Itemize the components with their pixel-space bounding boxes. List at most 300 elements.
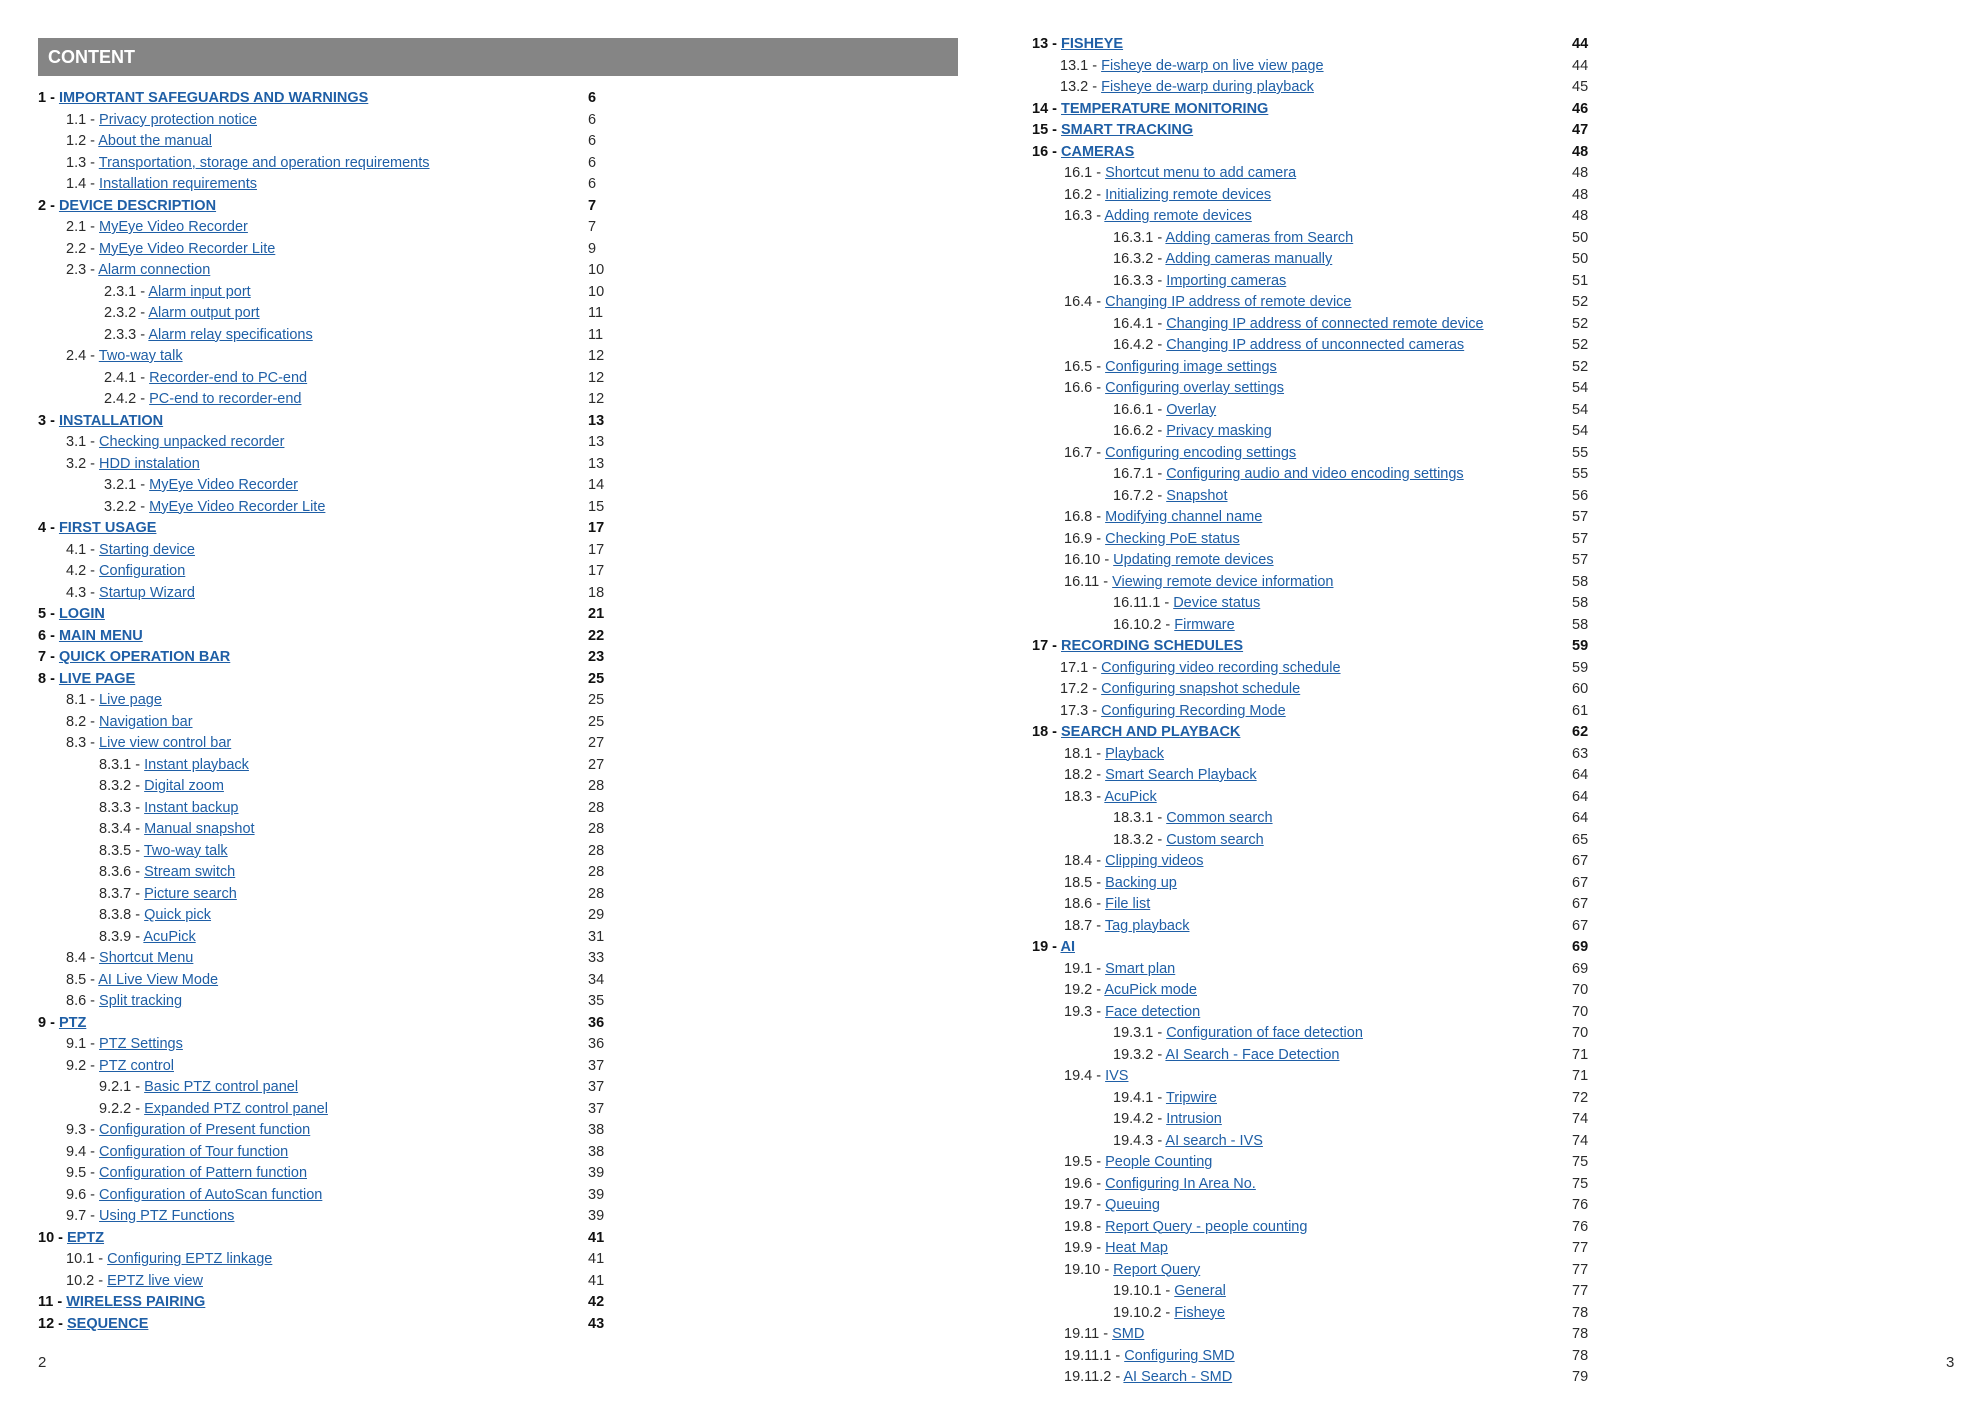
toc-entry-link[interactable]: Smart plan bbox=[1105, 960, 1176, 977]
toc-entry-link[interactable]: Viewing remote device information bbox=[1112, 573, 1334, 590]
toc-entry-number: 19.4.2 - bbox=[1113, 1111, 1167, 1127]
toc-entry-lead bbox=[1032, 703, 1286, 719]
toc-entry-link[interactable]: AI Search - SMD bbox=[1123, 1369, 1233, 1385]
toc-entry-link[interactable]: AI Live View Mode bbox=[98, 971, 219, 988]
toc-entry-link[interactable]: Overlay bbox=[1166, 401, 1217, 418]
toc-entry-link[interactable]: AcuPick bbox=[1104, 788, 1157, 805]
toc-entry bbox=[38, 260, 605, 282]
toc-entry-link[interactable]: WIRELESS PAIRING bbox=[66, 1294, 206, 1310]
toc-entry-number: 18.7 - bbox=[1064, 917, 1105, 934]
toc-entry-link[interactable]: PTZ Settings bbox=[99, 1036, 183, 1052]
toc-entry-number: 3.2.2 - bbox=[104, 498, 150, 515]
toc-entry-link[interactable]: TEMPERATURE MONITORING bbox=[1061, 100, 1269, 117]
toc-entry-link[interactable]: SMD bbox=[1112, 1326, 1145, 1342]
toc-entry-link[interactable]: About the manual bbox=[98, 133, 212, 149]
toc-entry bbox=[1032, 249, 1589, 271]
toc-entry bbox=[38, 798, 605, 820]
toc-entry-number: 15 - bbox=[1032, 122, 1062, 138]
toc-entry-lead bbox=[1032, 380, 1284, 396]
toc-entry-link[interactable]: Alarm relay specifications bbox=[148, 326, 313, 343]
toc-entry-lead bbox=[1032, 359, 1277, 375]
toc-entry-page: 78 bbox=[1572, 1326, 1589, 1342]
toc-entry-page: 13 bbox=[588, 412, 605, 429]
toc-entry-link[interactable]: Snapshot bbox=[1166, 487, 1228, 504]
toc-entry-lead bbox=[1032, 1197, 1160, 1213]
toc-entry-link[interactable]: Split tracking bbox=[99, 993, 183, 1009]
toc-entry-link[interactable]: Configuring snapshot schedule bbox=[1101, 681, 1301, 697]
toc-entry-link[interactable]: AcuPick bbox=[143, 928, 196, 945]
toc-entry-link[interactable]: Common search bbox=[1166, 810, 1273, 826]
toc-entry-link[interactable]: Smart Search Playback bbox=[1105, 767, 1257, 783]
toc-entry-link[interactable]: Recorder-end to PC-end bbox=[149, 369, 308, 386]
toc-entry-page: 59 bbox=[1572, 659, 1589, 676]
toc-entry-number: 8.3.3 - bbox=[99, 799, 145, 816]
toc-entry-link[interactable]: Heat Map bbox=[1105, 1240, 1168, 1256]
toc-entry-link[interactable]: Alarm connection bbox=[98, 262, 211, 278]
toc-entry-link[interactable]: Configuration of Tour function bbox=[99, 1143, 289, 1160]
toc-entry-number: 16.6 - bbox=[1064, 380, 1106, 396]
toc-entry-link[interactable]: Configuration bbox=[99, 563, 186, 579]
toc-entry-link[interactable]: Privacy masking bbox=[1166, 423, 1272, 439]
toc-entry bbox=[1032, 486, 1589, 508]
toc-entry-link[interactable]: Using PTZ Functions bbox=[99, 1208, 235, 1224]
toc-entry-page: 17 bbox=[588, 520, 605, 536]
toc-entry-number: 13 - bbox=[1032, 36, 1062, 52]
toc-entry-link[interactable]: Configuring encoding settings bbox=[1105, 444, 1297, 461]
toc-entry-link[interactable]: PTZ control bbox=[99, 1057, 174, 1074]
toc-entry-number: 16.11.1 - bbox=[1113, 595, 1174, 611]
toc-entry-link[interactable]: Intrusion bbox=[1166, 1111, 1222, 1127]
toc-entry-link[interactable]: Configuration of Present function bbox=[99, 1122, 311, 1138]
toc-entry-lead bbox=[1032, 1133, 1263, 1149]
toc-entry-page: 67 bbox=[1572, 896, 1589, 912]
toc-entry-link[interactable]: Privacy protection notice bbox=[99, 111, 258, 128]
toc-entry-lead bbox=[38, 1036, 183, 1052]
toc-entry-link[interactable]: Face detection bbox=[1105, 1003, 1201, 1020]
toc-entry bbox=[38, 1099, 605, 1121]
toc-entry-link[interactable]: Backing up bbox=[1105, 874, 1177, 891]
toc-entry-lead bbox=[1032, 1305, 1225, 1321]
toc-entry-number: 16.7.2 - bbox=[1113, 487, 1167, 504]
toc-entry-page: 60 bbox=[1572, 681, 1589, 697]
toc-entry-link[interactable]: Instant playback bbox=[144, 756, 249, 773]
right-page bbox=[992, 0, 1985, 1404]
toc-entry-number: 19.3.1 - bbox=[1113, 1025, 1167, 1041]
toc-entry-link[interactable]: Live view control bar bbox=[99, 735, 232, 751]
toc-entry-link[interactable]: INSTALLATION bbox=[58, 412, 164, 429]
toc-entry-page: 34 bbox=[588, 971, 605, 988]
toc-entry bbox=[38, 217, 597, 239]
toc-entry-page: 31 bbox=[588, 928, 605, 945]
content-heading: CONTENT bbox=[38, 38, 958, 76]
toc-right-column bbox=[1032, 34, 1589, 1389]
toc-entry-link[interactable]: QUICK OPERATION BAR bbox=[58, 649, 231, 665]
toc-entry-link[interactable]: AI bbox=[1060, 939, 1075, 955]
toc-entry bbox=[1032, 99, 1589, 121]
toc-entry-page: 61 bbox=[1572, 702, 1589, 719]
toc-entry bbox=[1032, 443, 1589, 465]
toc-entry-number: 18.5 - bbox=[1064, 874, 1106, 891]
toc-entry-number: 12 - bbox=[38, 1315, 68, 1332]
toc-entry-number: 2.4 - bbox=[66, 348, 99, 364]
toc-entry-number: 19.11 - bbox=[1064, 1326, 1113, 1342]
toc-entry-page: 23 bbox=[588, 649, 605, 665]
toc-entry-page: 50 bbox=[1572, 251, 1589, 267]
toc-entry bbox=[38, 88, 597, 110]
toc-entry-lead bbox=[1032, 208, 1252, 224]
toc-entry-link[interactable]: FISHEYE bbox=[1061, 36, 1124, 52]
toc-entry-link[interactable]: Digital zoom bbox=[144, 778, 224, 794]
toc-entry-link[interactable]: Adding cameras manually bbox=[1165, 251, 1333, 267]
toc-entry-link[interactable]: Configuration of face detection bbox=[1166, 1025, 1363, 1041]
toc-entry-link[interactable]: Playback bbox=[1105, 745, 1164, 762]
toc-entry-link[interactable]: EPTZ live view bbox=[107, 1272, 203, 1289]
toc-entry-lead bbox=[38, 1251, 272, 1267]
toc-entry-page: 62 bbox=[1572, 724, 1589, 740]
toc-entry-lead bbox=[1032, 165, 1296, 181]
toc-entry-lead bbox=[38, 133, 212, 149]
toc-entry bbox=[38, 927, 605, 949]
toc-entry-link[interactable]: Transportation, storage and operation requirements bbox=[98, 154, 430, 171]
toc-entry bbox=[1032, 464, 1589, 486]
toc-entry-page: 51 bbox=[1572, 272, 1589, 289]
toc-entry-link[interactable]: MyEye Video Recorder Lite bbox=[99, 240, 276, 257]
toc-entry-link[interactable]: CAMERAS bbox=[1061, 143, 1135, 160]
toc-entry bbox=[38, 991, 605, 1013]
toc-entry-number: 2.3.1 - bbox=[104, 283, 149, 300]
toc-entry-page: 55 bbox=[1572, 444, 1589, 461]
toc-entry bbox=[1032, 421, 1589, 443]
toc-entry-lead bbox=[38, 542, 195, 558]
toc-entry bbox=[1032, 271, 1589, 293]
toc-entry bbox=[1032, 1195, 1589, 1217]
toc-entry-number: 8.5 - bbox=[66, 971, 99, 988]
toc-entry-link[interactable]: SEQUENCE bbox=[67, 1315, 149, 1332]
toc-entry-link[interactable]: Configuring video recording schedule bbox=[1101, 659, 1341, 676]
toc-entry-page: 13 bbox=[588, 455, 605, 472]
toc-entry-number: 8.3 - bbox=[66, 735, 100, 751]
toc-entry-link[interactable]: Checking PoE status bbox=[1105, 530, 1240, 547]
toc-entry-link[interactable]: PTZ bbox=[58, 1014, 87, 1031]
toc-entry bbox=[1032, 1066, 1589, 1088]
toc-entry-lead bbox=[1032, 1369, 1232, 1385]
toc-entry-number: 1.2 - bbox=[66, 133, 99, 149]
toc-entry-link[interactable]: Picture search bbox=[144, 885, 237, 902]
toc-entry bbox=[1032, 765, 1589, 787]
toc-entry-link[interactable]: AI Search - Face Detection bbox=[1165, 1046, 1340, 1063]
toc-entry-link[interactable]: DEVICE DESCRIPTION bbox=[58, 197, 217, 214]
toc-entry-number: 8.3.9 - bbox=[99, 928, 144, 945]
toc-entry-number: 9.2.1 - bbox=[99, 1079, 145, 1095]
toc-entry-lead bbox=[38, 929, 196, 945]
toc-entry-link[interactable]: Installation requirements bbox=[99, 176, 258, 192]
toc-entry bbox=[38, 475, 605, 497]
toc-entry-page: 6 bbox=[588, 90, 597, 106]
toc-entry-link[interactable]: MAIN MENU bbox=[58, 627, 143, 644]
toc-entry-link[interactable]: EPTZ bbox=[67, 1229, 105, 1246]
toc-entry-number: 2.3 - bbox=[66, 262, 99, 278]
toc-entry-page: 10 bbox=[588, 262, 605, 278]
toc-entry-number: 19.10.2 - bbox=[1113, 1304, 1175, 1321]
toc-entry-lead bbox=[38, 1230, 104, 1246]
toc-entry-lead bbox=[1032, 187, 1271, 203]
toc-entry bbox=[38, 647, 605, 669]
toc-entry-lead bbox=[1032, 466, 1464, 482]
toc-entry-link[interactable]: Navigation bar bbox=[99, 713, 193, 730]
toc-entry-page: 59 bbox=[1572, 638, 1589, 654]
toc-entry-link[interactable]: Changing IP address of remote device bbox=[1105, 294, 1352, 310]
toc-entry-number: 16.6.2 - bbox=[1113, 423, 1167, 439]
toc-entry-page: 38 bbox=[588, 1122, 605, 1138]
toc-entry-lead bbox=[1032, 79, 1314, 95]
toc-entry-page: 17 bbox=[588, 563, 605, 579]
toc-entry-link[interactable]: Configuring In Area No. bbox=[1105, 1175, 1256, 1192]
toc-entry bbox=[1032, 228, 1589, 250]
toc-entry-lead bbox=[38, 112, 257, 128]
toc-entry-link[interactable]: AI search - IVS bbox=[1165, 1132, 1263, 1149]
toc-entry-page: 27 bbox=[588, 735, 605, 751]
toc-entry-link[interactable]: Live page bbox=[99, 692, 162, 708]
toc-entry-link[interactable]: Changing IP address of unconnected cameras bbox=[1166, 337, 1465, 353]
toc-entry-link[interactable]: Checking unpacked recorder bbox=[99, 434, 285, 450]
toc-entry-link[interactable]: Fisheye de-warp on live view page bbox=[1101, 57, 1324, 74]
toc-entry-number: 2.3.3 - bbox=[104, 326, 149, 343]
toc-entry-link[interactable]: Configuring EPTZ linkage bbox=[107, 1251, 273, 1267]
toc-entry bbox=[38, 303, 604, 325]
toc-entry-page: 28 bbox=[588, 864, 605, 880]
toc-entry bbox=[38, 174, 597, 196]
toc-entry-link[interactable]: Custom search bbox=[1166, 831, 1264, 848]
toc-entry bbox=[38, 1314, 605, 1336]
toc-entry bbox=[38, 454, 605, 476]
toc-entry bbox=[38, 948, 605, 970]
toc-entry-link[interactable]: Fisheye bbox=[1174, 1304, 1226, 1321]
toc-entry-page: 75 bbox=[1572, 1175, 1589, 1192]
toc-entry-link[interactable]: Configuration of AutoScan function bbox=[99, 1186, 323, 1203]
toc-entry-lead bbox=[1032, 896, 1150, 912]
toc-entry-lead bbox=[38, 348, 183, 364]
toc-entry-number: 16.10.2 - bbox=[1113, 616, 1175, 633]
toc-entry-lead bbox=[1032, 982, 1197, 998]
toc-entry-lead bbox=[38, 714, 193, 730]
toc-entry-lead bbox=[1032, 961, 1175, 977]
toc-entry-lead bbox=[38, 1079, 298, 1095]
toc-entry bbox=[1032, 916, 1589, 938]
toc-entry-link[interactable]: MyEye Video Recorder Lite bbox=[149, 498, 326, 515]
toc-entry-number: 19 - bbox=[1032, 939, 1061, 955]
toc-entry-number: 18 - bbox=[1032, 724, 1062, 740]
toc-entry-page: 54 bbox=[1572, 401, 1589, 418]
toc-entry-link[interactable]: Starting device bbox=[99, 541, 195, 558]
toc-entry-page: 48 bbox=[1572, 143, 1589, 160]
toc-entry-link[interactable]: Initializing remote devices bbox=[1105, 186, 1272, 203]
toc-entry-page: 33 bbox=[588, 950, 605, 966]
toc-entry bbox=[38, 905, 605, 927]
toc-entry-number: 4.3 - bbox=[66, 584, 100, 601]
toc-entry-number: 9.6 - bbox=[66, 1186, 100, 1203]
toc-entry bbox=[38, 1142, 605, 1164]
toc-entry-link[interactable]: Basic PTZ control panel bbox=[144, 1079, 299, 1095]
toc-entry-page: 11 bbox=[588, 326, 604, 343]
toc-entry-link[interactable]: Two-way talk bbox=[143, 842, 228, 859]
toc-entry-lead bbox=[1032, 638, 1243, 654]
toc-entry-number: 16 - bbox=[1032, 143, 1062, 160]
toc-entry bbox=[1032, 507, 1589, 529]
toc-entry-link[interactable]: Fisheye de-warp during playback bbox=[1101, 79, 1314, 95]
toc-entry-lead bbox=[1032, 58, 1324, 74]
toc-entry bbox=[1032, 658, 1589, 680]
toc-entry-link[interactable]: Alarm input port bbox=[148, 283, 251, 300]
toc-entry bbox=[1032, 1045, 1589, 1067]
toc-entry-lead bbox=[1032, 251, 1332, 267]
toc-entry-link[interactable]: Clipping videos bbox=[1105, 853, 1204, 869]
toc-entry-link[interactable]: IVS bbox=[1105, 1068, 1129, 1084]
toc-entry bbox=[1032, 1281, 1589, 1303]
toc-entry-link[interactable]: Modifying channel name bbox=[1105, 509, 1263, 525]
toc-entry-number: 13.2 - bbox=[1060, 79, 1102, 95]
toc-entry-number: 17 - bbox=[1032, 638, 1062, 654]
toc-entry-page: 77 bbox=[1572, 1240, 1589, 1256]
toc-entry-link[interactable]: Adding cameras from Search bbox=[1165, 229, 1354, 246]
toc-entry-lead bbox=[38, 219, 248, 235]
toc-entry-link[interactable]: PC-end to recorder-end bbox=[149, 391, 302, 407]
toc-entry-link[interactable]: Adding remote devices bbox=[1104, 208, 1252, 224]
toc-entry-number: 10 - bbox=[38, 1229, 68, 1246]
toc-entry-link[interactable]: Configuring image settings bbox=[1105, 358, 1277, 375]
toc-entry bbox=[1032, 1367, 1589, 1389]
toc-entry-link[interactable]: File list bbox=[1105, 896, 1151, 912]
toc-entry-page: 67 bbox=[1572, 917, 1589, 934]
toc-entry-link[interactable]: LOGIN bbox=[58, 606, 105, 622]
toc-entry-link[interactable]: Configuring SMD bbox=[1124, 1347, 1235, 1364]
toc-entry-link[interactable]: Expanded PTZ control panel bbox=[144, 1100, 328, 1117]
toc-entry bbox=[1032, 593, 1589, 615]
toc-entry-link[interactable]: LIVE PAGE bbox=[58, 670, 136, 687]
toc-entry-number: 8.6 - bbox=[66, 993, 100, 1009]
toc-entry-number: 8.3.8 - bbox=[99, 907, 145, 923]
toc-entry-number: 16.3.3 - bbox=[1113, 272, 1167, 289]
toc-entry-lead bbox=[1032, 423, 1272, 439]
toc-entry bbox=[38, 669, 605, 691]
toc-entry-page: 78 bbox=[1572, 1304, 1589, 1321]
toc-entry-lead bbox=[38, 1208, 234, 1224]
toc-entry-number: 16.7 - bbox=[1064, 444, 1106, 461]
toc-entry-page: 58 bbox=[1572, 616, 1589, 633]
toc-entry-number: 16.4 - bbox=[1064, 294, 1106, 310]
toc-entry-link[interactable]: Report Query bbox=[1113, 1261, 1201, 1278]
toc-entry bbox=[38, 1056, 605, 1078]
toc-entry-link[interactable]: Tripwire bbox=[1165, 1089, 1217, 1106]
toc-entry-link[interactable]: Instant backup bbox=[144, 799, 239, 816]
toc-entry-link[interactable]: Shortcut menu to add camera bbox=[1105, 165, 1297, 181]
toc-entry-link[interactable]: Configuration of Pattern function bbox=[99, 1165, 308, 1181]
toc-entry bbox=[1032, 830, 1589, 852]
toc-entry bbox=[1032, 937, 1589, 959]
toc-entry-page: 67 bbox=[1572, 874, 1589, 891]
toc-entry bbox=[38, 325, 604, 347]
toc-entry bbox=[1032, 34, 1589, 56]
toc-entry-page: 70 bbox=[1572, 982, 1589, 998]
toc-entry bbox=[1032, 1174, 1589, 1196]
toc-entry-link[interactable]: Startup Wizard bbox=[99, 584, 195, 601]
toc-entry-page: 18 bbox=[588, 584, 605, 601]
toc-entry-lead bbox=[1032, 1154, 1212, 1170]
toc-entry-lead bbox=[1032, 574, 1333, 590]
toc-entry-link[interactable]: Configuring Recording Mode bbox=[1101, 702, 1286, 719]
toc-entry-number: 19.2 - bbox=[1064, 982, 1105, 998]
toc-entry-link[interactable]: RECORDING SCHEDULES bbox=[1061, 638, 1244, 654]
toc-entry bbox=[38, 1120, 605, 1142]
toc-entry-link[interactable]: Manual snapshot bbox=[144, 821, 255, 837]
toc-entry-link[interactable]: SMART TRACKING bbox=[1061, 122, 1194, 138]
toc-entry bbox=[38, 196, 597, 218]
toc-entry-lead bbox=[1032, 273, 1286, 289]
toc-entry-number: 1 - bbox=[38, 90, 59, 106]
toc-entry-lead bbox=[38, 649, 230, 665]
toc-entry-link[interactable]: Tag playback bbox=[1104, 917, 1190, 934]
toc-entry-page: 9 bbox=[588, 240, 597, 257]
toc-entry-link[interactable]: Two-way talk bbox=[98, 348, 183, 364]
toc-entry bbox=[1032, 1260, 1589, 1282]
toc-entry-link[interactable]: Shortcut Menu bbox=[99, 950, 194, 966]
toc-entry-page: 76 bbox=[1572, 1218, 1589, 1235]
toc-entry-number: 16.6.1 - bbox=[1113, 401, 1167, 418]
toc-entry bbox=[38, 239, 597, 261]
toc-entry-lead bbox=[1032, 767, 1257, 783]
toc-entry-link[interactable]: People Counting bbox=[1105, 1154, 1213, 1170]
toc-entry-number: 19.11.1 - bbox=[1064, 1347, 1125, 1364]
toc-entry-lead bbox=[1032, 1004, 1200, 1020]
toc-entry-lead bbox=[38, 757, 249, 773]
toc-entry-link[interactable]: MyEye Video Recorder bbox=[99, 219, 248, 235]
toc-entry-lead bbox=[1032, 337, 1464, 353]
toc-entry bbox=[1032, 980, 1589, 1002]
toc-entry-number: 19.6 - bbox=[1064, 1175, 1106, 1192]
toc-entry-lead bbox=[38, 1015, 86, 1031]
toc-entry-link[interactable]: Queuing bbox=[1105, 1197, 1160, 1213]
toc-entry-link[interactable]: General bbox=[1174, 1283, 1226, 1299]
toc-entry bbox=[38, 690, 605, 712]
toc-entry-link[interactable]: AcuPick mode bbox=[1104, 982, 1197, 998]
toc-entry-page: 12 bbox=[588, 348, 605, 364]
toc-entry-link[interactable]: Changing IP address of connected remote device bbox=[1166, 315, 1484, 332]
toc-entry-page: 29 bbox=[588, 907, 605, 923]
toc-entry-link[interactable]: Report Query - people counting bbox=[1105, 1218, 1308, 1235]
toc-entry-link[interactable]: Importing cameras bbox=[1166, 272, 1287, 289]
toc-entry-page: 46 bbox=[1572, 100, 1589, 117]
page-number-right: 3 bbox=[1946, 1354, 1955, 1371]
toc-entry-link[interactable]: Alarm output port bbox=[148, 305, 260, 321]
toc-entry-link[interactable]: HDD instalation bbox=[99, 455, 200, 472]
toc-entry-link[interactable]: MyEye Video Recorder bbox=[149, 477, 298, 493]
toc-entry-number: 9.2 - bbox=[66, 1057, 100, 1074]
toc-entry-link[interactable]: Configuring audio and video encoding settings bbox=[1166, 466, 1464, 482]
toc-entry-link[interactable]: Firmware bbox=[1174, 616, 1235, 633]
toc-entry-page: 25 bbox=[588, 670, 605, 687]
toc-entry-link[interactable]: FIRST USAGE bbox=[58, 520, 157, 536]
toc-entry-link[interactable]: Quick pick bbox=[144, 907, 212, 923]
toc-entry-link[interactable]: Stream switch bbox=[144, 864, 236, 880]
toc-entry-number: 9 - bbox=[38, 1014, 59, 1031]
toc-entry-link[interactable]: IMPORTANT SAFEGUARDS AND WARNINGS bbox=[58, 90, 369, 106]
toc-entry-lead bbox=[38, 1058, 174, 1074]
toc-entry-number: 8.3.6 - bbox=[99, 864, 145, 880]
toc-entry-link[interactable]: Configuring overlay settings bbox=[1105, 380, 1285, 396]
toc-entry-link[interactable]: Updating remote devices bbox=[1113, 552, 1274, 568]
toc-entry-lead bbox=[38, 391, 301, 407]
toc-entry-link[interactable]: Device status bbox=[1173, 595, 1261, 611]
toc-entry-link[interactable]: SEARCH AND PLAYBACK bbox=[1061, 724, 1241, 740]
